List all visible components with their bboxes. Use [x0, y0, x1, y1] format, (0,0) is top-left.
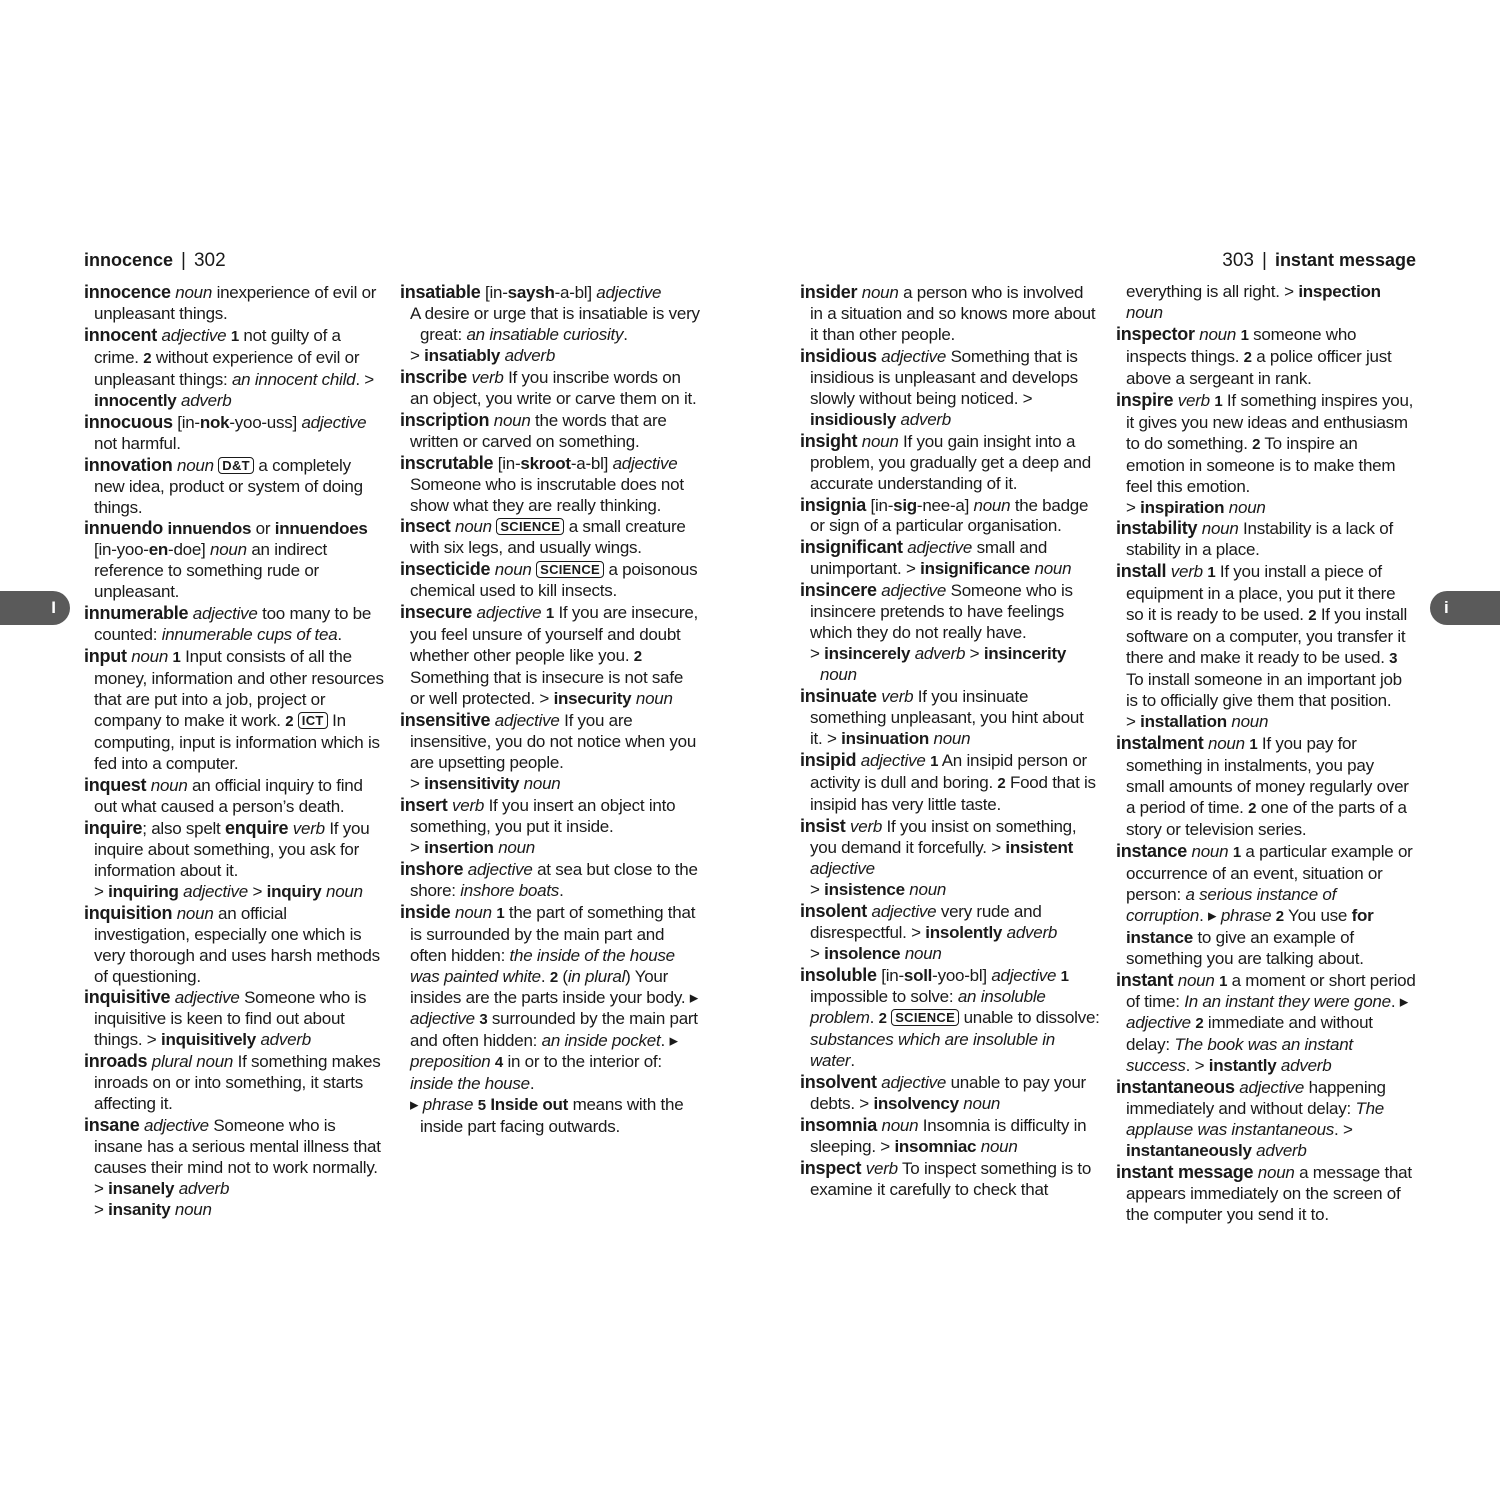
running-head-left: [84, 247, 226, 274]
header-guide-word: innocence: [84, 250, 174, 270]
entry: insolvent adjective unable to pay your debts. > insolvency noun: [800, 1072, 1086, 1114]
entry: inscribe verb If you inscribe words on an object, you write or carve them on it.: [400, 366, 697, 408]
header-guide-word: instant message: [1274, 250, 1416, 270]
thumb-index-tab: i: [1430, 591, 1500, 625]
entry: innovation noun D&T a completely new idea, product or system of doing things.: [84, 454, 363, 517]
entry: input noun 1 Input consists of all the money, information and other resources that are put into a job, project or company to make it work. 2 ICT In computing, input is information which is fed into a computer.: [84, 646, 384, 773]
entry: inquire; also spelt enquire verb If you inquire about something, you ask for information about it. > inquiring adjective > inquiry noun: [84, 817, 370, 901]
entry: insider noun a person who is involved in a situation and so knows more about it than other people.: [800, 282, 1096, 344]
page-number: 302: [193, 250, 226, 271]
entry: innocence noun inexperience of evil or unpleasant things.: [84, 282, 377, 323]
entry: insincere adjective Someone who is insincere pretends to have feelings which they do not really have. > insincerely adverb > insincerity noun: [800, 580, 1073, 685]
dictionary-column: [400, 282, 700, 1138]
entry: instant noun 1 a moment or short period of time: In an instant they were gone. ▸ adjective 2 immediate and without delay: The book was an instant success. > instantly adverb: [1116, 969, 1416, 1076]
entry: instalment noun 1 If you pay for something in instalments, you pay small amounts of money regularly over a period of time. 2 one of the parts of a story or television series.: [1116, 733, 1409, 839]
entry: inscription noun the words that are written or carved on something.: [400, 409, 667, 451]
entry: inquest noun an official inquiry to find out what caused a person’s death.: [84, 774, 363, 816]
header-separator: |: [1262, 250, 1267, 271]
thumb-index-tab: I: [0, 591, 70, 625]
entry: insecticide noun SCIENCE a poisonous chemical used to kill insects.: [400, 559, 698, 601]
entry: instant message noun a message that appears immediately on the screen of the computer you send it to.: [1116, 1162, 1412, 1224]
running-head-right: [1222, 247, 1416, 274]
header-separator: |: [181, 250, 186, 271]
entry: innumerable adjective too many to be counted: innumerable cups of tea.: [84, 603, 372, 645]
entry: insist verb If you insist on something, you demand it forcefully. > insistent adjective > insistence noun: [800, 815, 1077, 899]
entry: insane adjective Someone who is insane has a serious mental illness that causes their mind not to work normally. > insanely adverb > insanity noun: [84, 1115, 381, 1219]
entry: insatiable [in-saysh-a-bl] adjective A desire or urge that is insatiable is very great: an insatiable curiosity. > insatiably adverb: [400, 282, 700, 365]
entry: innocent adjective 1 not guilty of a crime. 2 without experience of evil or unpleasant things: an innocent child. > innocently adverb: [84, 324, 374, 410]
entry: inscrutable [in-skroot-a-bl] adjective Someone who is inscrutable does not show what they are really thinking.: [400, 452, 684, 515]
entry: inspector noun 1 someone who inspects things. 2 a police officer just above a sergeant in rank.: [1116, 323, 1392, 388]
subject-tag: D&T: [218, 457, 254, 474]
entry: insolent adjective very rude and disrespectful. > insolently adverb > insolence noun: [800, 900, 1058, 963]
entry: insidious adjective Something that is insidious is unpleasant and develops slowly without being noticed. > insidiously adverb: [800, 345, 1078, 429]
entry: inspire verb 1 If something inspires you, it gives you new ideas and enthusiasm to do something. 2 To inspire an emotion in someone is to make them feel this emotion. > inspiration noun: [1116, 389, 1414, 517]
dictionary-column: [84, 282, 384, 1221]
entry: insect noun SCIENCE a small creature with six legs, and usually wings.: [400, 516, 686, 558]
entry-continuation: everything is all right. > inspection noun: [1126, 282, 1381, 322]
dictionary-column: [800, 282, 1100, 1201]
entry: inspect verb To inspect something is to examine it carefully to check that: [800, 1158, 1092, 1200]
subject-tag: SCIENCE: [536, 561, 604, 578]
entry: insinuate verb If you insinuate something unpleasant, you hint about it. > insinuation noun: [800, 686, 1084, 749]
entry: insensitive adjective If you are insensitive, you do not notice when you are upsetting people. > insensitivity noun: [400, 710, 697, 793]
entry: innocuous [in-nok-yoo-uss] adjective not harmful.: [84, 411, 367, 453]
entry: install verb 1 If you install a piece of equipment in a place, you put it there so it is ready to be used. 2 If you install software on a computer, you transfer it there and make it ready to be used. 3 To install someone in an important job is to officially give them that position. > installation noun: [1116, 561, 1408, 732]
entry: insecure adjective 1 If you are insecure, you feel unsure of yourself and doubt whether other people like you. 2 Something that is insecure is not safe or well protected. > insecurity noun: [400, 602, 699, 709]
entry: inquisition noun an official investigation, especially one which is very thorough and uses harsh methods of questioning.: [84, 902, 380, 986]
dictionary-column: [1116, 282, 1416, 1226]
page-number: 303: [1222, 250, 1254, 271]
entry: insipid adjective 1 An insipid person or activity is dull and boring. 2 Food that is insipid has very little taste.: [800, 749, 1096, 814]
entry: instantaneous adjective happening immediately and without delay: The applause was instantaneous. > instantaneously adverb: [1116, 1077, 1386, 1161]
entry: innuendo innuendos or innuendoes [in-yoo-en-doe] noun an indirect reference to something rude or unpleasant.: [84, 518, 368, 602]
entry: instance noun 1 a particular example or occurrence of an event, situation or person: a serious instance of corruption. ▸ phrase 2 You use for instance to give an example of something you are talking about.: [1116, 840, 1413, 968]
entry: inside noun 1 the part of something that is surrounded by the main part and often hidden: the inside of the house was painted white. 2 (in plural) Your insides are the parts inside your body. ▸ adjective 3 surrounded by the main part and often hidden: an inside pocket. ▸ preposition 4 in or to the interior of: inside the house. ▸ phrase 5 Inside out means with the inside part facing outwards.: [400, 901, 699, 1137]
entry: inquisitive adjective Someone who is inquisitive is keen to find out about things. > inquisitively adverb: [84, 987, 367, 1050]
entry: instability noun Instability is a lack of stability in a place.: [1116, 518, 1393, 560]
entry: insignia [in-sig-nee-a] noun the badge or sign of a particular organisation.: [800, 494, 1089, 536]
entry: inshore adjective at sea but close to the shore: inshore boats.: [400, 858, 698, 900]
entry: insoluble [in-soll-yoo-bl] adjective 1 impossible to solve: an insoluble problem. 2 SCIENCE unable to dissolve: substances which are insoluble in water.: [800, 964, 1100, 1071]
entry: insomnia noun Insomnia is difficulty in sleeping. > insomniac noun: [800, 1115, 1087, 1157]
entry: insight noun If you gain insight into a problem, you gradually get a deep and accurate understanding of it.: [800, 430, 1091, 493]
subject-tag: SCIENCE: [891, 1009, 959, 1026]
entry: insert verb If you insert an object into something, you put it inside. > insertion noun: [400, 794, 676, 857]
subject-tag: SCIENCE: [496, 518, 564, 535]
entry: inroads plural noun If something makes inroads on or into something, it starts affecting it.: [84, 1051, 381, 1114]
entry: insignificant adjective small and unimportant. > insignificance noun: [800, 537, 1072, 579]
subject-tag: ICT: [298, 712, 328, 729]
